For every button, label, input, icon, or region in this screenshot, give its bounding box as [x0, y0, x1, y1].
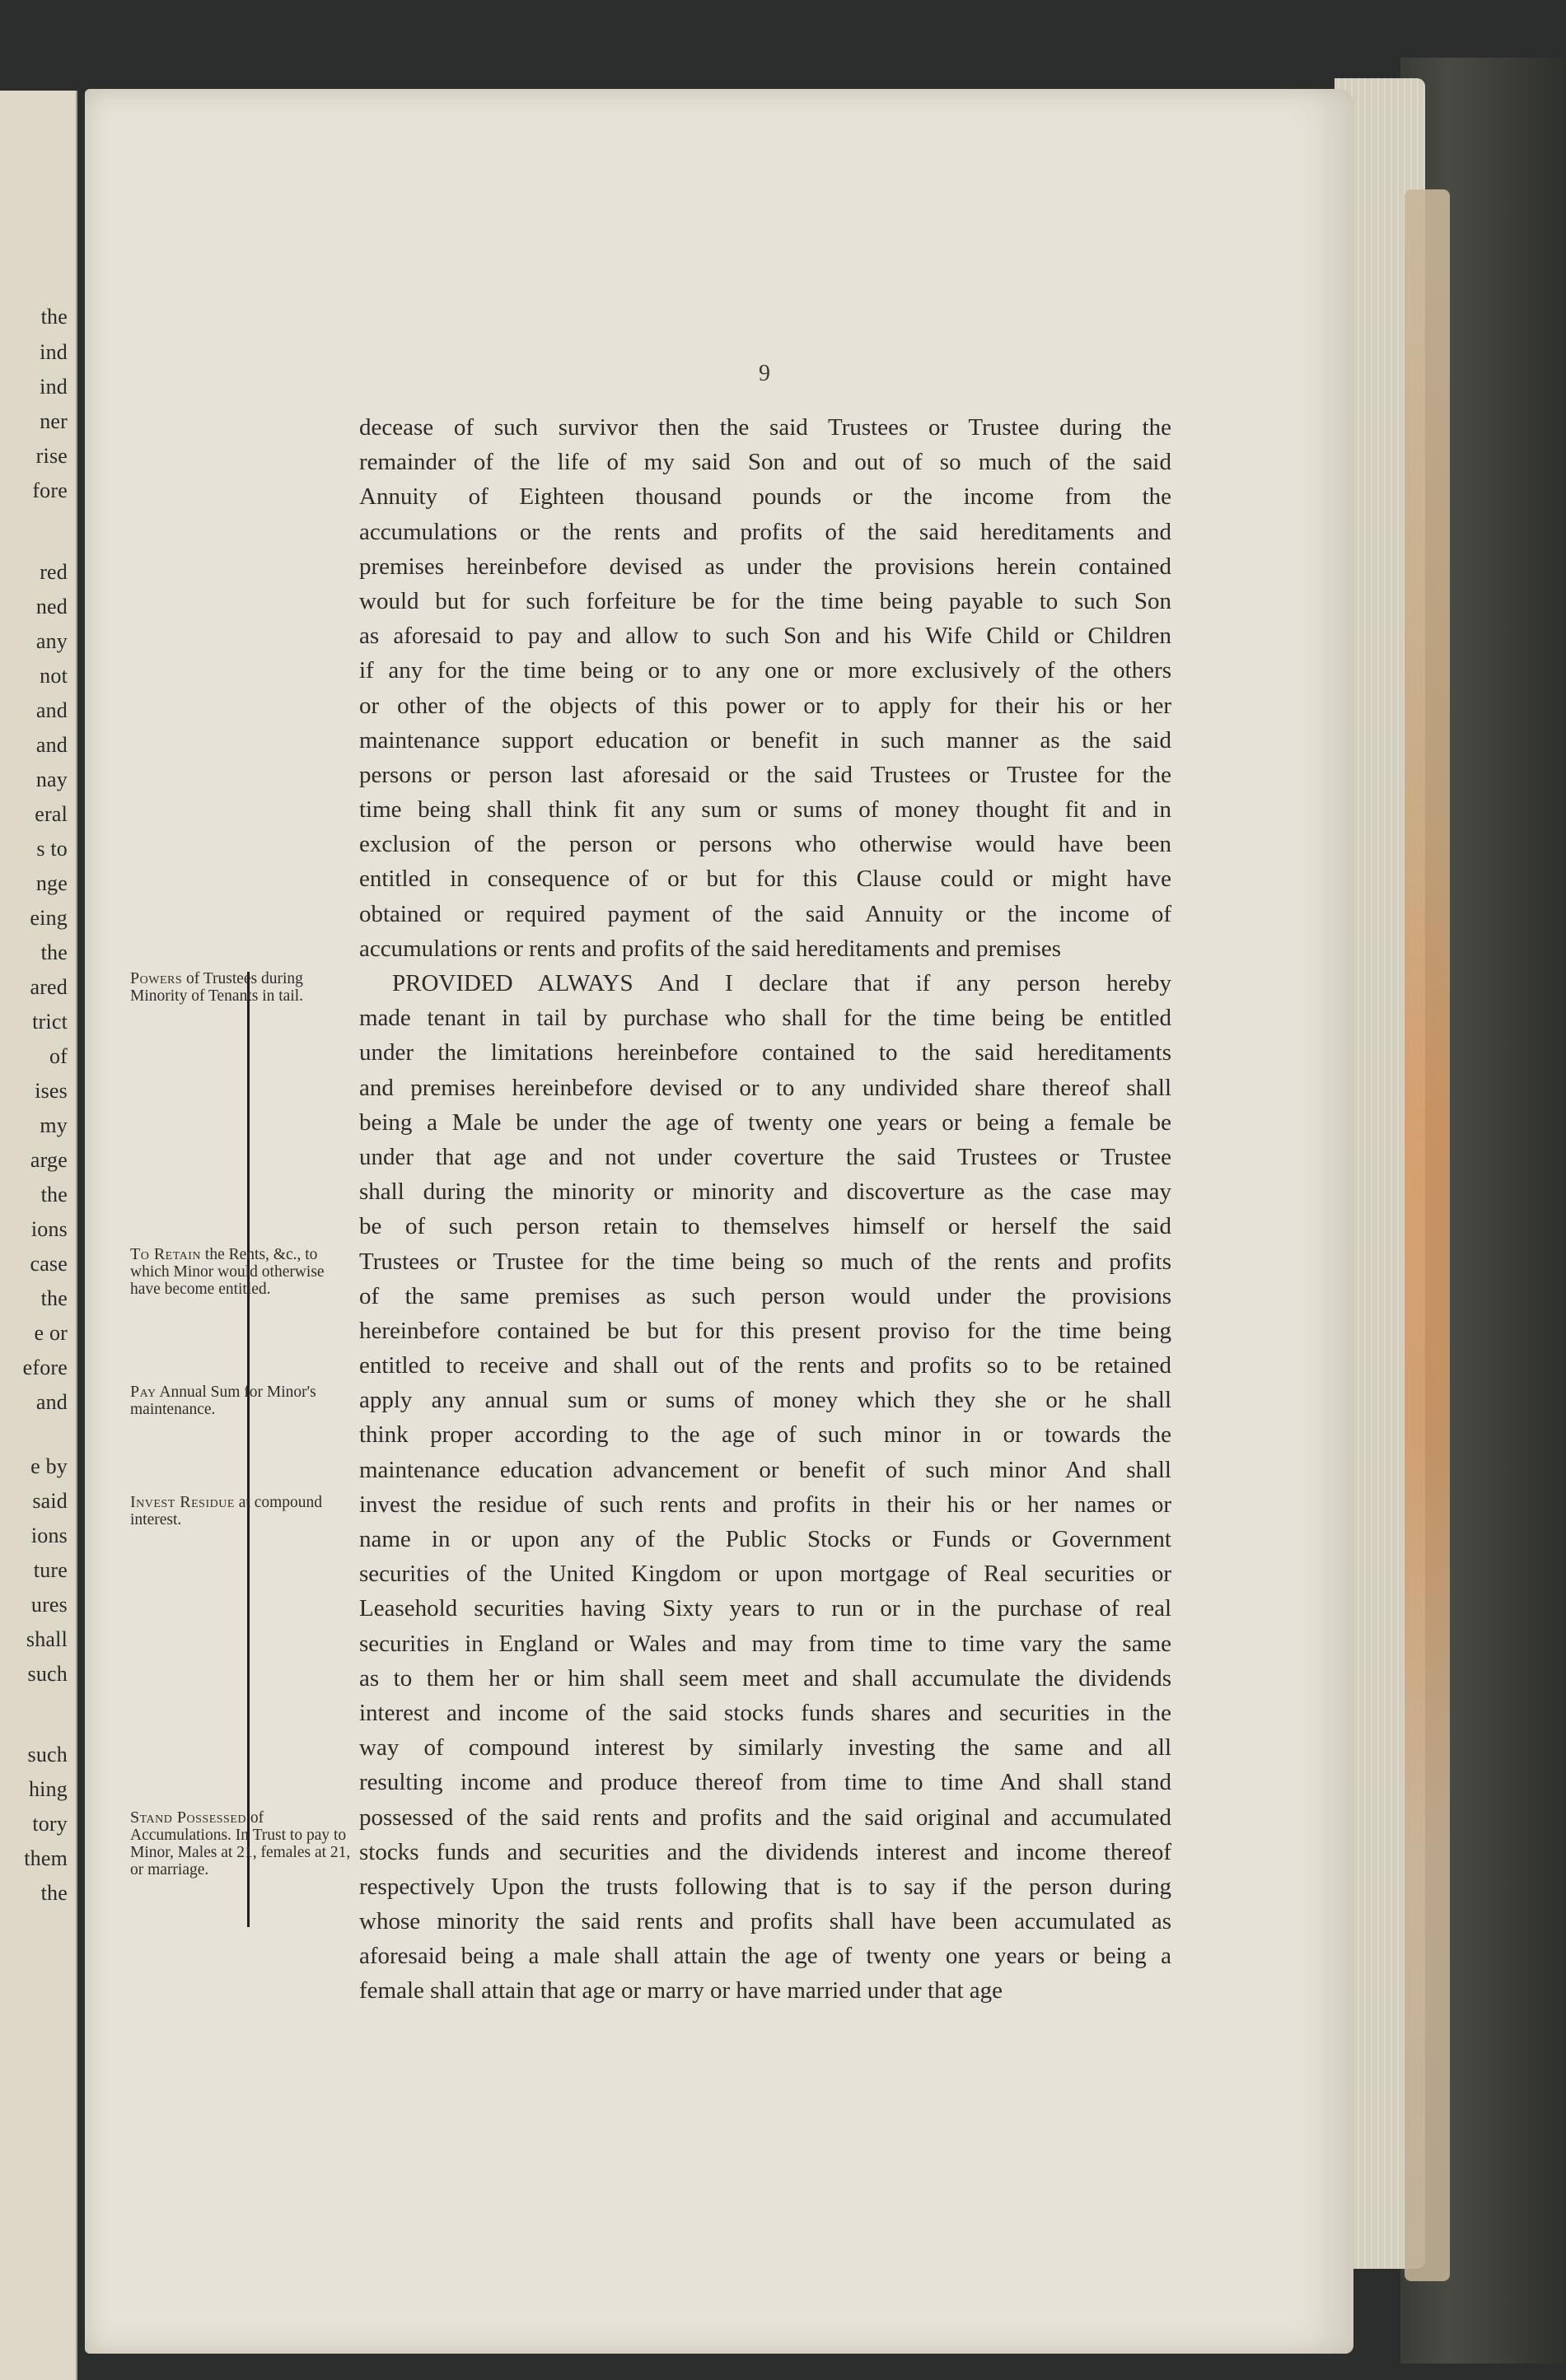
- left-page-fragment: any: [35, 629, 68, 653]
- left-page-fragment: eral: [35, 802, 68, 826]
- body-line: of the same premises as such person would under the provisions: [359, 1282, 1171, 1309]
- left-page-fragment: ind: [40, 340, 68, 364]
- left-page-fragment: the: [40, 940, 68, 964]
- left-page-fragment: case: [30, 1252, 68, 1276]
- left-page-fragment: s to: [36, 837, 68, 861]
- left-page-fragment: efore: [22, 1356, 68, 1379]
- body-line: as aforesaid to pay and allow to such Son and his Wife Child or Children: [359, 623, 1171, 650]
- body-line: shall during the minority or minority and discoverture as the case may: [359, 1178, 1171, 1206]
- left-page-fragment: shall: [26, 1627, 68, 1651]
- left-page-fragment: ind: [40, 375, 68, 399]
- left-page-fragment: the: [40, 1286, 68, 1310]
- margin-note-text: of Trustees during Minority of Tenants in tail.: [130, 970, 304, 1005]
- body-line: apply any annual sum or sums of money which they she or he shall: [359, 1387, 1171, 1414]
- left-page-fragment: and: [35, 698, 68, 722]
- body-line: or other of the objects of this power or to apply for their his or her: [359, 692, 1171, 719]
- left-page-fragment: said: [32, 1489, 68, 1513]
- margin-note-text: of Accumulations. In Trust to pay to Minor, Males at 21, females at 21, or marriage.: [130, 1809, 351, 1878]
- left-page-fragment: ared: [30, 975, 68, 999]
- body-line: PROVIDED ALWAYS And I declare that if any person hereby: [392, 970, 1171, 996]
- left-page-fragment: ions: [30, 1524, 68, 1547]
- body-line: maintenance support education or benefit in such manner as the said: [359, 726, 1171, 754]
- margin-note-pay-annual-sum: [130, 1384, 353, 1418]
- margin-note-lead: To Retain: [130, 1245, 202, 1263]
- page-number: 9: [759, 361, 770, 386]
- margin-note-lead: Invest Residue: [130, 1493, 235, 1511]
- body-line: and premises hereinbefore devised or to any undivided share thereof shall: [359, 1074, 1171, 1101]
- margin-note-invest-residue: [130, 1494, 353, 1528]
- left-page-fragment: and: [35, 733, 68, 757]
- body-line: maintenance education advancement or benefit of such minor And shall: [359, 1456, 1171, 1483]
- left-page-fragment: ises: [35, 1079, 68, 1103]
- left-page-fragment: e by: [30, 1454, 68, 1478]
- margin-note-lead: Stand Possessed: [130, 1808, 246, 1827]
- binding-tape: [1405, 189, 1450, 2281]
- margin-note-powers-of-trustees: [130, 970, 353, 1005]
- body-line: way of compound interest by similarly investing the same and all: [359, 1734, 1171, 1762]
- left-page-fragment: the: [40, 305, 68, 329]
- left-page-fragment: ture: [33, 1558, 68, 1582]
- body-line: Trustees or Trustee for the time being so much of the rents and profits: [359, 1248, 1171, 1275]
- body-line: made tenant in tail by purchase who shall for the time being be entitled: [359, 1005, 1171, 1032]
- body-line: persons or person last aforesaid or the said Trustees or Trustee for the: [359, 761, 1171, 788]
- body-line: if any for the time being or to any one or more exclusively of the others: [359, 657, 1171, 684]
- left-page-fragment: red: [40, 560, 68, 584]
- margin-note-text: Annual Sum for Minor's maintenance.: [130, 1384, 316, 1418]
- body-line: as to them her or him shall seem meet and shall accumulate the dividends: [359, 1664, 1171, 1692]
- left-page-fragment: nge: [35, 871, 68, 895]
- body-line: Leasehold securities having Sixty years to run or in the purchase of real: [359, 1595, 1171, 1622]
- margin-note-stand-possessed: [130, 1809, 353, 1878]
- left-page-fragment: eing: [30, 906, 68, 930]
- body-line: possessed of the said rents and profits and the said original and accumulated: [359, 1804, 1171, 1831]
- body-line: under the limitations hereinbefore contained to the said hereditaments: [359, 1039, 1171, 1066]
- body-text: [359, 410, 1171, 2009]
- body-line: under that age and not under coverture the said Trustees or Trustee: [359, 1143, 1171, 1170]
- body-line: remainder of the life of my said Son and out of so much of the said: [359, 449, 1171, 476]
- left-page-fragment: ner: [40, 409, 68, 433]
- body-line: female shall attain that age or marry or have married under that age: [359, 1977, 1003, 2004]
- body-line: securities of the United Kingdom or upon mortgage of Real securities or: [359, 1561, 1171, 1588]
- left-page-fragment: nay: [35, 768, 68, 791]
- body-line: securities in England or Wales and may from time to time vary the same: [359, 1630, 1171, 1657]
- body-line: decease of such survivor then the said Trustees or Trustee during the: [359, 414, 1171, 441]
- left-page-fragment: ions: [30, 1217, 68, 1241]
- body-line: accumulations or rents and profits of the said hereditaments and premises: [359, 935, 1062, 962]
- body-line: accumulations or the rents and profits of the said hereditaments and: [359, 518, 1171, 545]
- body-line: think proper according to the age of such minor in or towards the: [359, 1421, 1171, 1449]
- body-line: stocks funds and securities and the dividends interest and income thereof: [359, 1838, 1171, 1865]
- margin-note-text: the Rents, &c., to which Minor would otherwise have become entitled.: [130, 1246, 325, 1298]
- left-facing-page: [0, 91, 77, 2380]
- margin-rule: [247, 972, 250, 1927]
- margin-note-text: at compound interest.: [130, 1494, 323, 1528]
- margin-note-lead: Pay: [130, 1383, 157, 1401]
- body-line: hereinbefore contained be but for this present proviso for the time being: [359, 1317, 1171, 1344]
- body-line: interest and income of the said stocks funds shares and securities in the: [359, 1699, 1171, 1726]
- body-line: being a Male be under the age of twenty one years or being a female be: [359, 1108, 1171, 1136]
- body-line: entitled to receive and shall out of the rents and profits so to be retained: [359, 1352, 1171, 1379]
- body-line: time being shall think fit any sum or sums of money thought fit and in: [359, 796, 1171, 824]
- left-page-fragment: my: [40, 1113, 68, 1137]
- left-page-fragment: such: [27, 1743, 68, 1766]
- body-line: name in or upon any of the Public Stocks or Funds or Government: [359, 1526, 1171, 1552]
- left-page-fragment: hing: [28, 1777, 68, 1801]
- margin-note-lead: Powers: [130, 969, 183, 987]
- body-line: entitled in consequence of or but for this Clause could or might have: [359, 866, 1171, 893]
- left-page-fragment: such: [27, 1662, 68, 1686]
- body-line: aforesaid being a male shall attain the age of twenty one years or being a: [359, 1943, 1171, 1970]
- body-line: exclusion of the person or persons who otherwise would have been: [359, 831, 1171, 858]
- body-line: whose minority the said rents and profits shall have been accumulated as: [359, 1908, 1171, 1935]
- body-line: be of such person retain to themselves himself or herself the said: [359, 1213, 1171, 1240]
- body-line: invest the residue of such rents and profits in their his or her names or: [359, 1491, 1171, 1518]
- left-page-fragment: fore: [32, 478, 68, 502]
- left-page-fragment: rise: [35, 444, 68, 468]
- body-line: premises hereinbefore devised as under the provisions herein contained: [359, 553, 1171, 580]
- left-page-fragment: ures: [30, 1593, 68, 1617]
- body-line: would but for such forfeiture be for the time being payable to such Son: [359, 587, 1171, 614]
- body-line: respectively Upon the trusts following that is to say if the person during: [359, 1873, 1171, 1900]
- left-page-fragment: ned: [35, 595, 68, 618]
- left-page-fragment: the: [40, 1183, 68, 1206]
- left-page-fragment: tory: [32, 1812, 68, 1836]
- body-line: resulting income and produce thereof from time to time And shall stand: [359, 1769, 1171, 1796]
- left-page-fragment: them: [24, 1846, 68, 1870]
- body-line: obtained or required payment of the said Annuity or the income of: [359, 900, 1171, 927]
- left-page-fragment: e or: [34, 1321, 68, 1345]
- left-page-fragment: arge: [30, 1148, 68, 1172]
- left-page-fragment: and: [35, 1390, 68, 1414]
- body-line: Annuity of Eighteen thousand pounds or the income from the: [359, 483, 1171, 511]
- margin-note-to-retain-rents: [130, 1246, 353, 1298]
- left-page-fragment: of: [49, 1044, 68, 1068]
- left-page-fragment: not: [40, 664, 68, 688]
- left-page-fragment: trict: [32, 1010, 68, 1034]
- left-page-fragment: the: [40, 1881, 68, 1905]
